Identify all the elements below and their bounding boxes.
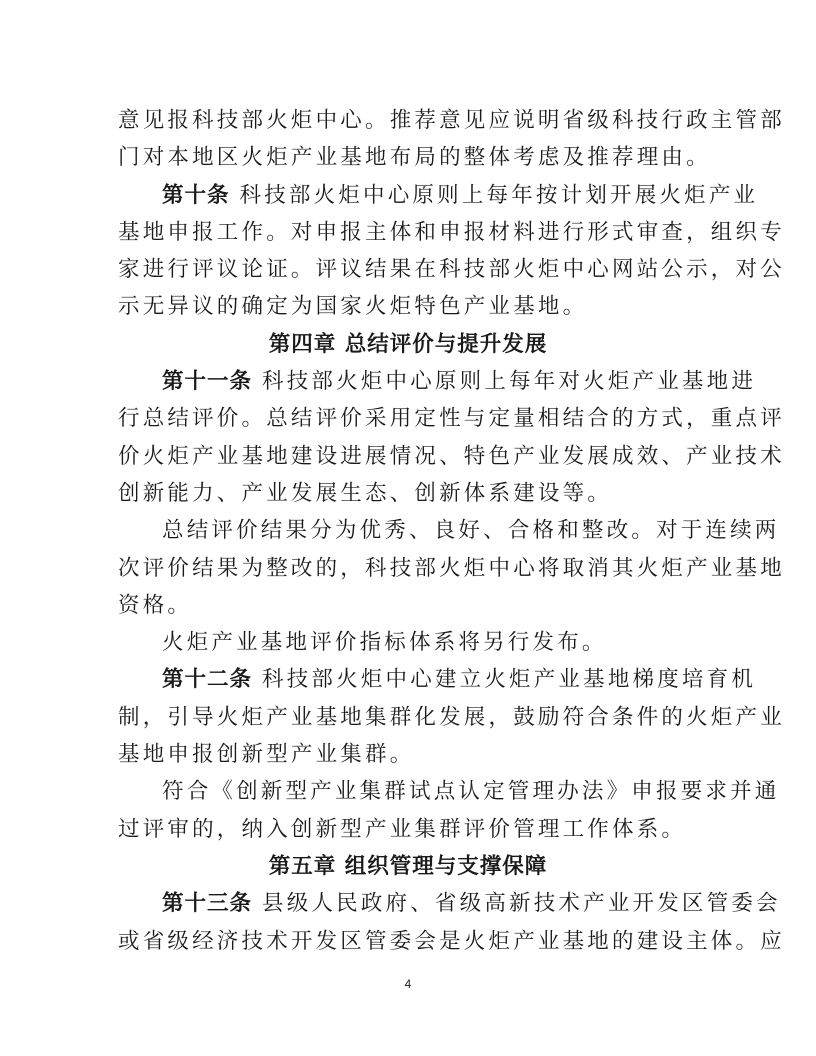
paragraph-line: 符合《创新型产业集群试点认定管理办法》申报要求并通 <box>162 779 780 805</box>
article-text: 科技部火炬中心原则上每年对火炬产业基地进 <box>262 369 757 395</box>
article-13 <box>118 885 781 922</box>
paragraph-line: 家进行评议论证。评议结果在科技部火炬中心网站公示，对公 <box>118 257 785 283</box>
document-page <box>118 102 785 960</box>
paragraph-line: 基地申报创新型产业集群。 <box>118 742 415 768</box>
paragraph-line: 基地申报工作。对申报主体和申报材料进行形式审查，组织专 <box>118 219 785 245</box>
chapter-heading: 第四章 总结评价与提升发展 <box>268 331 548 357</box>
paragraph-line: 意见报科技部火炬中心。推荐意见应说明省级科技行政主管部 <box>118 108 785 133</box>
article-label: 第十三条 <box>162 891 253 917</box>
paragraph-line: 示无异议的确定为国家火炬特色产业基地。 <box>118 294 588 320</box>
article-text: 科技部火炬中心原则上每年按计划开展火炬产业 <box>239 182 759 208</box>
paragraph-line: 次评价结果为整改的，科技部火炬中心将取消其火炬产业基地 <box>118 555 785 581</box>
article-label: 第十二条 <box>162 667 253 693</box>
paragraph-line: 价火炬产业基地建设进展情况、特色产业发展成效、产业技术 <box>118 443 785 469</box>
paragraph-line: 过评审的，纳入创新型产业集群评价管理工作体系。 <box>118 816 687 842</box>
paragraph-line: 总结评价结果分为优秀、良好、合格和整改。对于连续两 <box>162 518 780 544</box>
paragraph-line: 制，引导火炬产业基地集群化发展，鼓励符合条件的火炬产业 <box>118 704 785 730</box>
page-number: 4 <box>404 977 412 991</box>
paragraph-line: 门对本地区火炬产业基地布局的整体考虑及推荐理由。 <box>118 145 711 171</box>
paragraph-line: 行总结评价。总结评价采用定性与定量相结合的方式，重点评 <box>118 406 785 432</box>
article-text: 科技部火炬中心建立火炬产业基地梯度培育机 <box>262 667 757 693</box>
article-10 <box>118 177 759 214</box>
paragraph-line: 资格。 <box>118 592 193 618</box>
paragraph-line: 创新能力、产业发展生态、创新体系建设等。 <box>118 480 613 506</box>
article-11 <box>118 363 757 400</box>
article-label: 第十一条 <box>162 369 253 395</box>
article-text: 县级人民政府、省级高新技术产业开发区管委会 <box>262 891 781 917</box>
paragraph-line: 火炬产业基地评价指标体系将另行发布。 <box>162 630 607 656</box>
paragraph-line: 或省级经济技术开发区管委会是火炬产业基地的建设主体。应 <box>118 928 785 954</box>
article-label: 第十条 <box>162 182 230 208</box>
article-12 <box>118 661 757 698</box>
chapter-heading: 第五章 组织管理与支撑保障 <box>268 853 548 879</box>
